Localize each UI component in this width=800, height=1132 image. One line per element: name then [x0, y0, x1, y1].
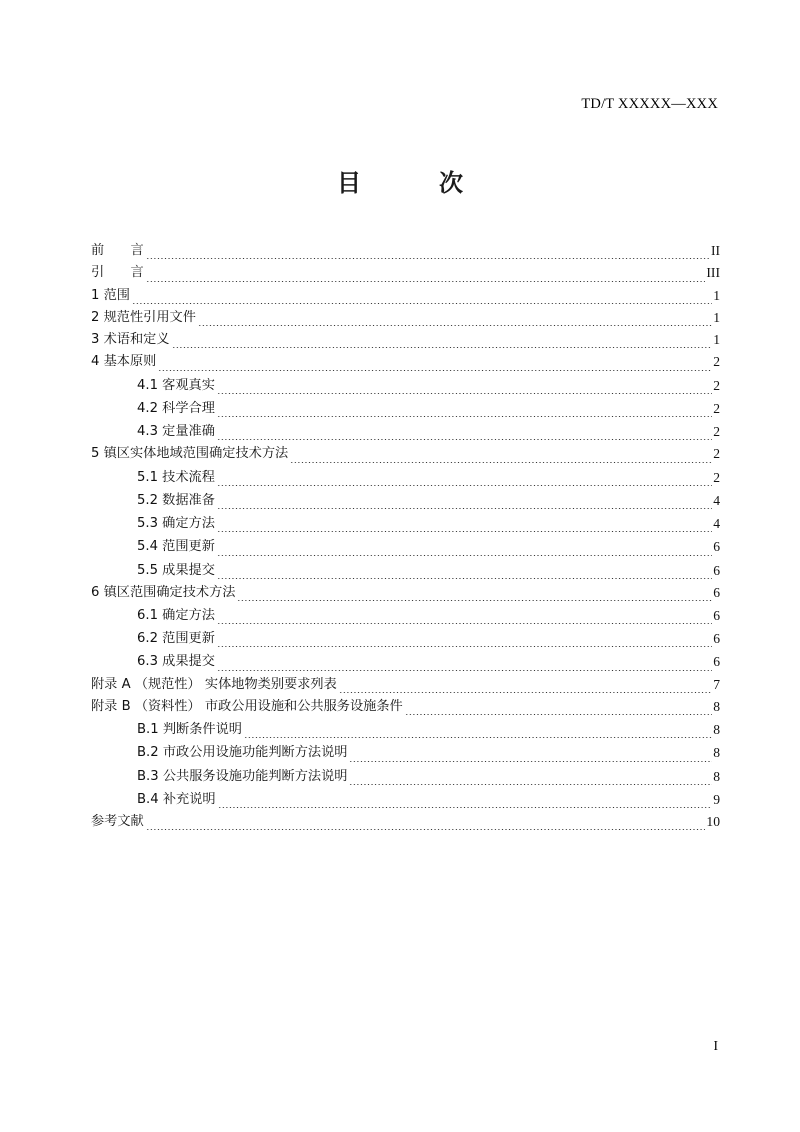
toc-dot-leader	[217, 384, 712, 397]
toc-entry-page-number: 6	[713, 608, 720, 623]
table-of-contents	[91, 240, 720, 833]
toc-dot-leader	[290, 453, 712, 466]
toc-entry-page-number: 2	[713, 446, 720, 462]
toc-entry[interactable]	[91, 696, 720, 718]
toc-entry[interactable]	[91, 285, 720, 307]
toc-entry[interactable]	[91, 262, 720, 284]
toc-entry-page-number: 4	[713, 516, 720, 532]
toc-entry-page-number: 2	[713, 354, 720, 370]
toc-entry-page-number: 6	[713, 584, 720, 600]
toc-dot-leader	[146, 272, 706, 285]
toc-dot-leader	[339, 683, 712, 696]
toc-entry[interactable]	[91, 741, 720, 764]
toc-entry-page-number: 4	[713, 492, 720, 508]
toc-entry[interactable]	[91, 240, 720, 262]
toc-entry-label: 5.3 确定方法	[137, 516, 215, 532]
toc-entry-page-number: 9	[713, 791, 720, 807]
toc-entry-label: 引 言	[91, 265, 144, 281]
toc-dot-leader	[146, 249, 710, 262]
toc-entry-label: 6 镇区范围确定技术方法	[91, 584, 236, 600]
toc-entry-label: 4.1 客观真实	[137, 377, 215, 393]
toc-entry[interactable]	[91, 718, 720, 741]
toc-entry[interactable]	[91, 420, 720, 443]
toc-entry-page-number: 8	[713, 745, 720, 761]
toc-entry[interactable]	[91, 329, 720, 351]
standard-code-header: TD/T XXXXX—XXX	[581, 96, 718, 112]
toc-dot-leader	[217, 522, 712, 535]
toc-entry-label: 6.2 范围更新	[137, 631, 215, 647]
toc-dot-leader	[132, 294, 712, 307]
toc-dot-leader	[405, 705, 712, 718]
toc-entry-label: 5.1 技术流程	[137, 469, 215, 485]
toc-entry-label: 3 术语和定义	[91, 332, 170, 348]
toc-dot-leader	[217, 476, 712, 489]
toc-dot-leader	[217, 614, 712, 627]
toc-entry[interactable]	[91, 466, 720, 489]
toc-entry-page-number: 6	[713, 631, 720, 647]
toc-entry-label: 5 镇区实体地域范围确定技术方法	[91, 446, 289, 462]
toc-entry-label: 5.2 数据准备	[137, 492, 215, 508]
toc-dot-leader	[198, 316, 712, 329]
toc-entry-label: B.1 判断条件说明	[137, 722, 242, 738]
toc-dot-leader	[218, 798, 713, 811]
toc-dot-leader	[244, 728, 712, 741]
toc-entry[interactable]	[91, 811, 720, 833]
toc-entry-page-number: II	[710, 243, 720, 258]
toc-dot-leader	[158, 361, 712, 374]
toc-entry[interactable]	[91, 535, 720, 558]
toc-dot-leader	[237, 591, 712, 604]
toc-entry-page-number: 2	[713, 469, 720, 485]
toc-entry-page-number: 2	[713, 400, 720, 416]
toc-dot-leader	[349, 775, 712, 788]
toc-entry-label: 1 范围	[91, 287, 130, 303]
toc-entry-label: B.2 市政公用设施功能判断方法说明	[137, 745, 348, 761]
toc-entry[interactable]	[91, 604, 720, 627]
toc-entry[interactable]	[91, 397, 720, 420]
toc-entry-label: 参考文献	[91, 814, 144, 830]
toc-entry-label: 2 规范性引用文件	[91, 309, 196, 325]
toc-entry-label: 5.4 范围更新	[137, 539, 215, 555]
toc-entry-page-number: 2	[713, 424, 720, 440]
toc-entry[interactable]	[91, 559, 720, 582]
toc-dot-leader	[217, 407, 712, 420]
toc-entry-page-number: 7	[713, 676, 720, 692]
toc-dot-leader	[217, 637, 712, 650]
toc-entry-label: 前 言	[91, 243, 144, 258]
toc-entry[interactable]	[91, 512, 720, 535]
toc-entry-label: 4 基本原则	[91, 354, 157, 370]
toc-entry-label: 附录 A （规范性） 实体地物类别要求列表	[91, 676, 337, 692]
toc-entry[interactable]	[91, 582, 720, 604]
toc-entry-page-number: 6	[713, 654, 720, 670]
toc-dot-leader	[217, 661, 712, 674]
toc-entry-label: 4.2 科学合理	[137, 400, 215, 416]
toc-entry[interactable]	[91, 489, 720, 512]
toc-entry-label: B.4 补充说明	[137, 791, 216, 807]
toc-entry[interactable]	[91, 443, 720, 465]
toc-entry-page-number: 1	[713, 287, 720, 303]
footer-page-number: I	[713, 1038, 718, 1053]
toc-entry-page-number: 8	[713, 698, 720, 714]
toc-entry[interactable]	[91, 788, 720, 811]
toc-entry-label: 6.1 确定方法	[137, 608, 215, 623]
toc-entry-page-number: 1	[713, 309, 720, 325]
toc-entry[interactable]	[91, 765, 720, 788]
toc-entry[interactable]	[91, 674, 720, 696]
toc-entry-page-number: 6	[713, 539, 720, 555]
toc-dot-leader	[217, 430, 712, 443]
toc-entry-label: 附录 B （资料性） 市政公用设施和公共服务设施条件	[91, 698, 403, 714]
toc-entry-label: 6.3 成果提交	[137, 654, 215, 670]
toc-entry[interactable]	[91, 307, 720, 329]
toc-entry-page-number: 2	[713, 377, 720, 393]
toc-entry-page-number: 1	[713, 332, 720, 348]
toc-dot-leader	[217, 546, 712, 559]
toc-dot-leader	[217, 499, 712, 512]
toc-entry[interactable]	[91, 374, 720, 397]
toc-entry-page-number: 6	[713, 562, 720, 578]
toc-entry-label: 5.5 成果提交	[137, 562, 215, 578]
toc-entry[interactable]	[91, 351, 720, 373]
toc-entry-page-number: III	[706, 265, 720, 281]
toc-dot-leader	[146, 820, 706, 833]
toc-dot-leader	[349, 752, 712, 765]
toc-entry[interactable]	[91, 650, 720, 673]
toc-entry-label: B.3 公共服务设施功能判断方法说明	[137, 768, 348, 784]
page-title: 目 次	[337, 169, 473, 197]
toc-entry-label: 4.3 定量准确	[137, 424, 215, 440]
toc-entry-page-number: 8	[713, 722, 720, 738]
toc-entry[interactable]	[91, 627, 720, 650]
toc-entry-page-number: 10	[706, 814, 720, 830]
toc-entry-page-number: 8	[713, 768, 720, 784]
toc-dot-leader	[172, 338, 713, 351]
toc-dot-leader	[217, 569, 712, 582]
